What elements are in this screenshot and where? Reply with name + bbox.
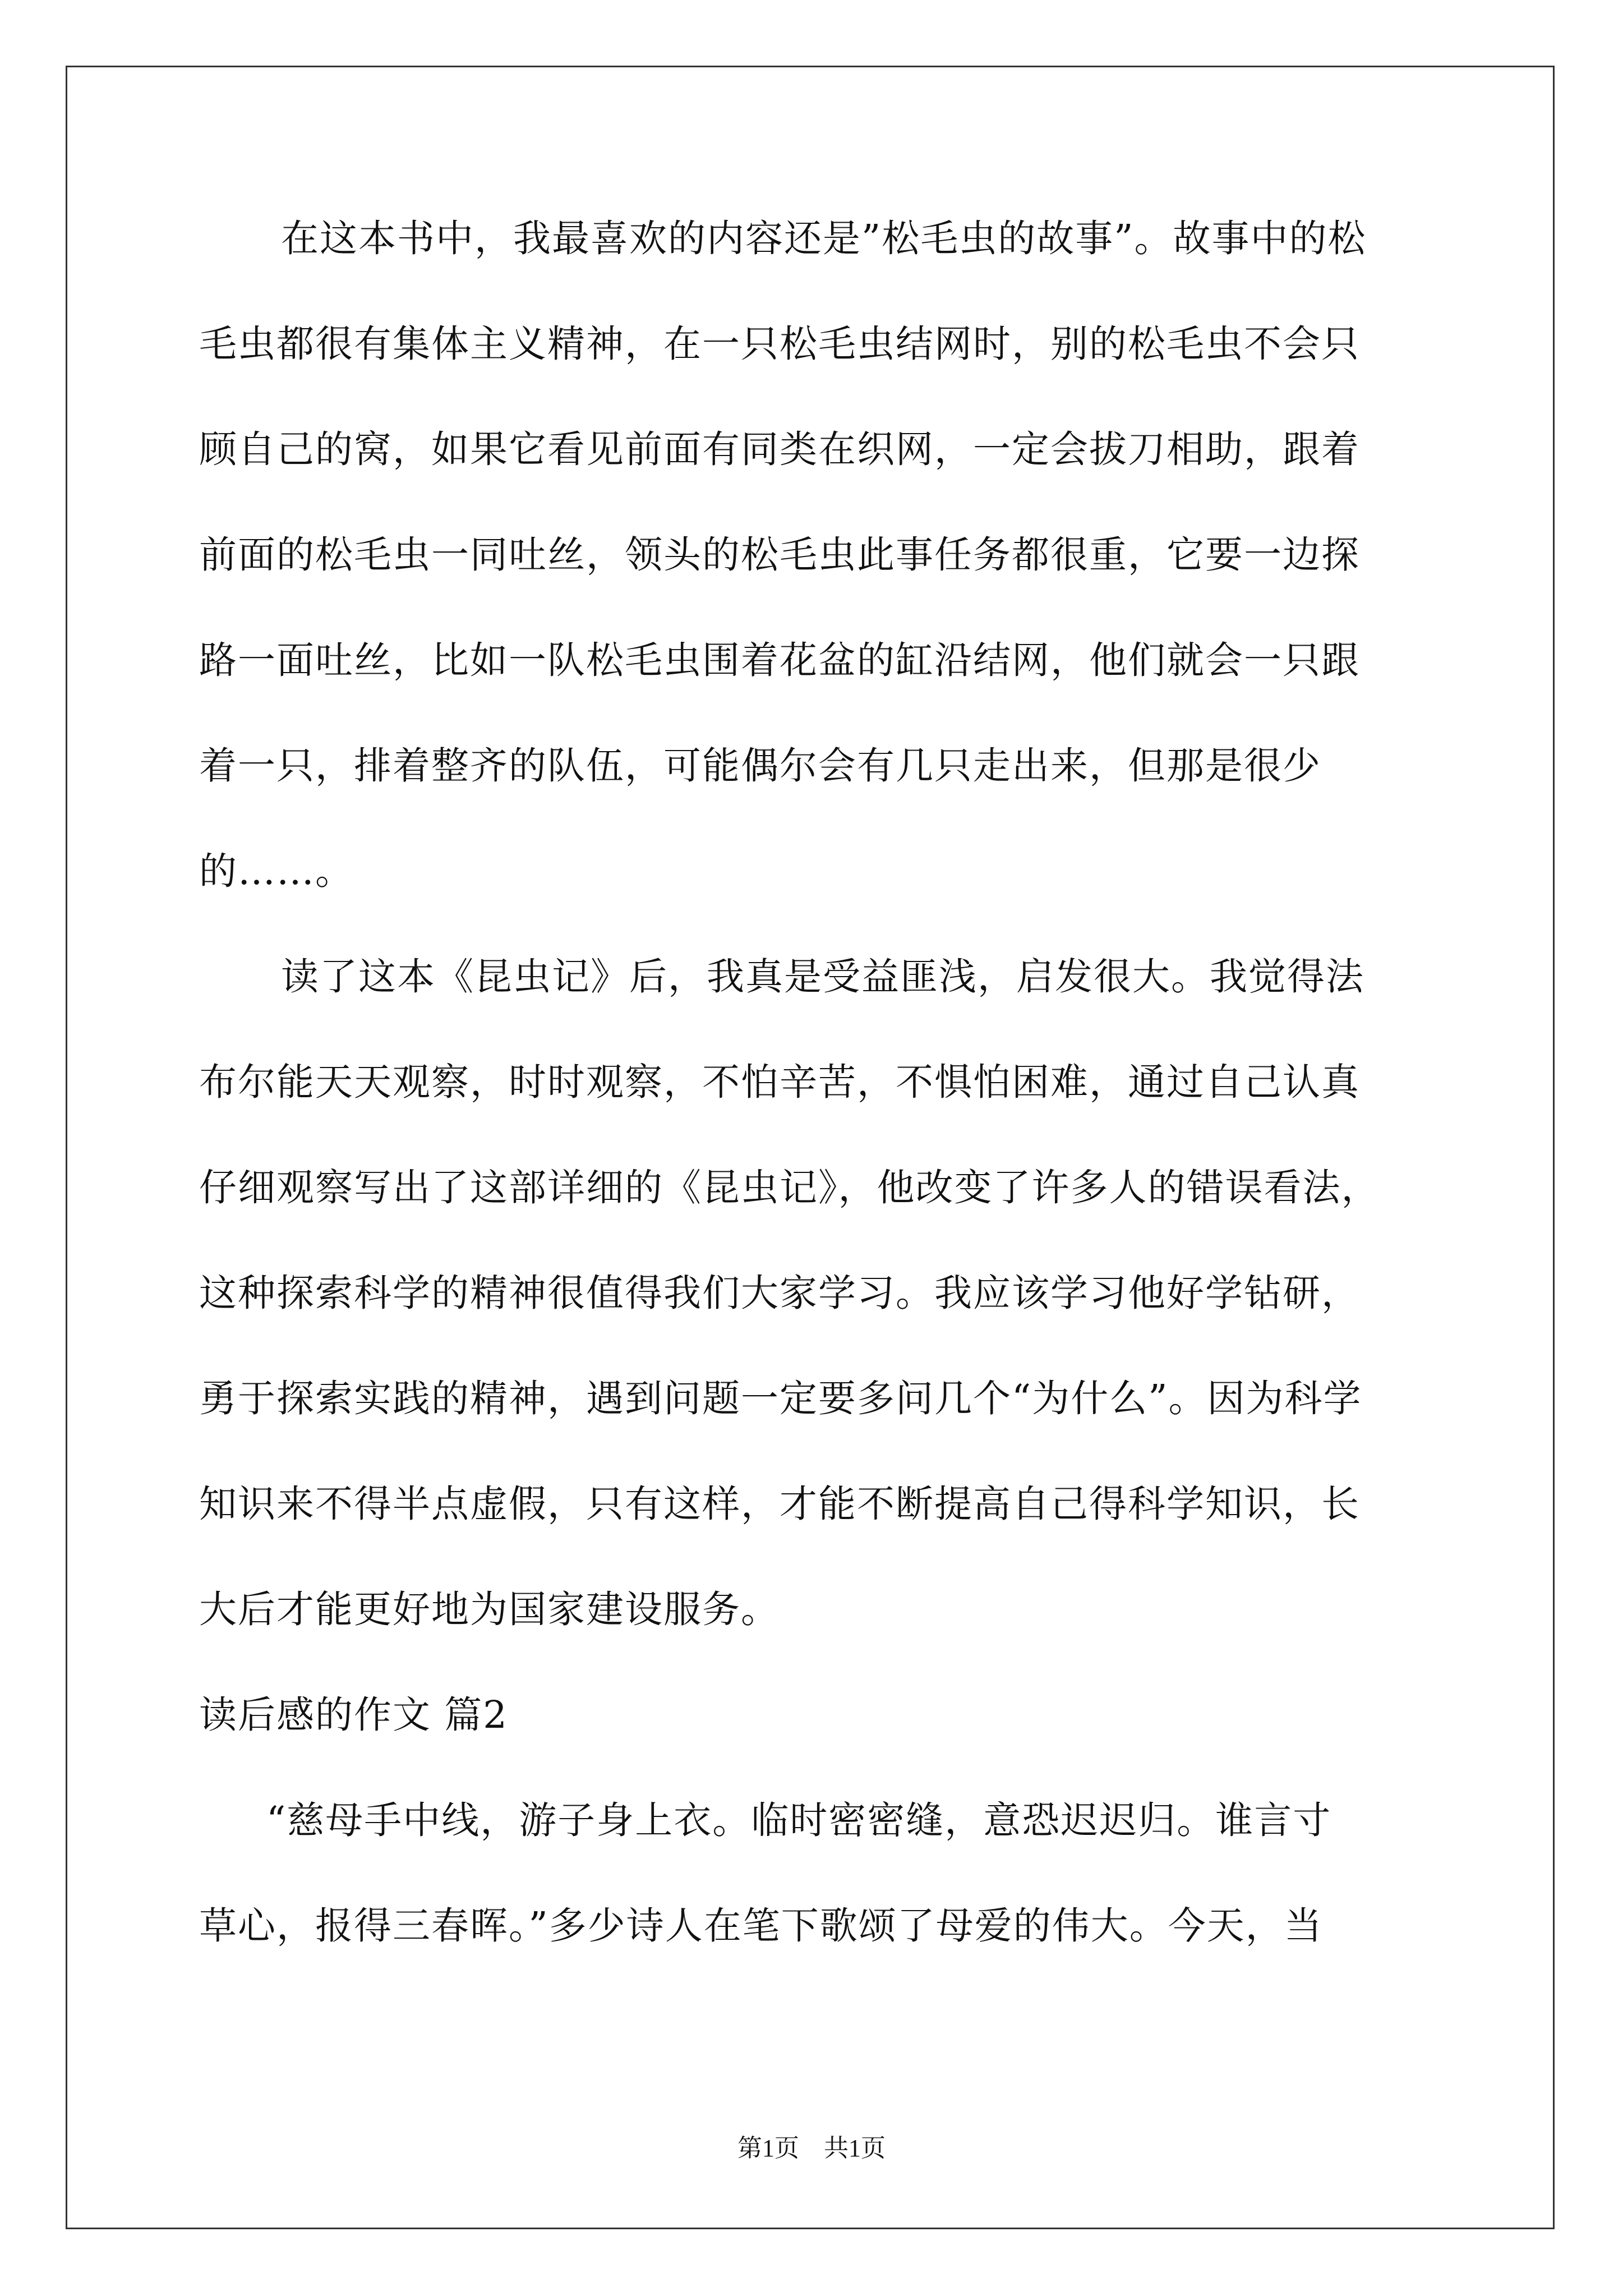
paragraph-line: 勇于探索实践的精神，遇到问题一定要多问几个“为什么”。因为科学 bbox=[199, 1377, 1362, 1420]
paragraph-line: 草心，报得三春晖。”多少诗人在笔下歌颂了母爱的伟大。今天，当 bbox=[199, 1904, 1323, 1948]
section-heading: 读后感的作文 篇2 bbox=[199, 1693, 508, 1737]
paragraph-line: 顾自己的窝，如果它看见前面有同类在织网，一定会拔刀相助，跟着 bbox=[199, 427, 1360, 471]
paragraph-line: 仔细观察写出了这部详细的《昆虫记》，他改变了许多人的错误看法， bbox=[199, 1166, 1380, 1209]
paragraph-line: 在这本书中，我最喜欢的内容还是”松毛虫的故事”。故事中的松 bbox=[281, 217, 1367, 260]
paragraph-line: 的……。 bbox=[199, 849, 354, 893]
paragraph-line: 着一只，排着整齐的队伍，可能偶尔会有几只走出来，但那是很少 bbox=[199, 744, 1321, 788]
paragraph-line: 毛虫都很有集体主义精神，在一只松毛虫结网时，别的松毛虫不会只 bbox=[199, 322, 1360, 366]
paragraph-line: 前面的松毛虫一同吐丝，领头的松毛虫此事任务都很重，它要一边探 bbox=[199, 533, 1360, 577]
paragraph-line: “慈母手中线，游子身上衣。临时密密缝，意恐迟迟归。谁言寸 bbox=[266, 1798, 1332, 1842]
paragraph-line: 这种探索科学的精神很值得我们大家学习。我应该学习他好学钻研， bbox=[199, 1271, 1360, 1315]
paragraph-line: 大后才能更好地为国家建设服务。 bbox=[199, 1588, 780, 1631]
page-footer: 第1页 共1页 bbox=[737, 2134, 886, 2162]
paragraph-line: 知识来不得半点虚假，只有这样，才能不断提高自己得科学知识，长 bbox=[199, 1482, 1360, 1526]
paragraph-line: 路一面吐丝，比如一队松毛虫围着花盆的缸沿结网，他们就会一只跟 bbox=[199, 638, 1360, 682]
paragraph-line: 读了这本《昆虫记》后，我真是受益匪浅，启发很大。我觉得法 bbox=[281, 955, 1364, 999]
paragraph-line: 布尔能天天观察，时时观察，不怕辛苦，不惧怕困难，通过自己认真 bbox=[199, 1060, 1360, 1104]
